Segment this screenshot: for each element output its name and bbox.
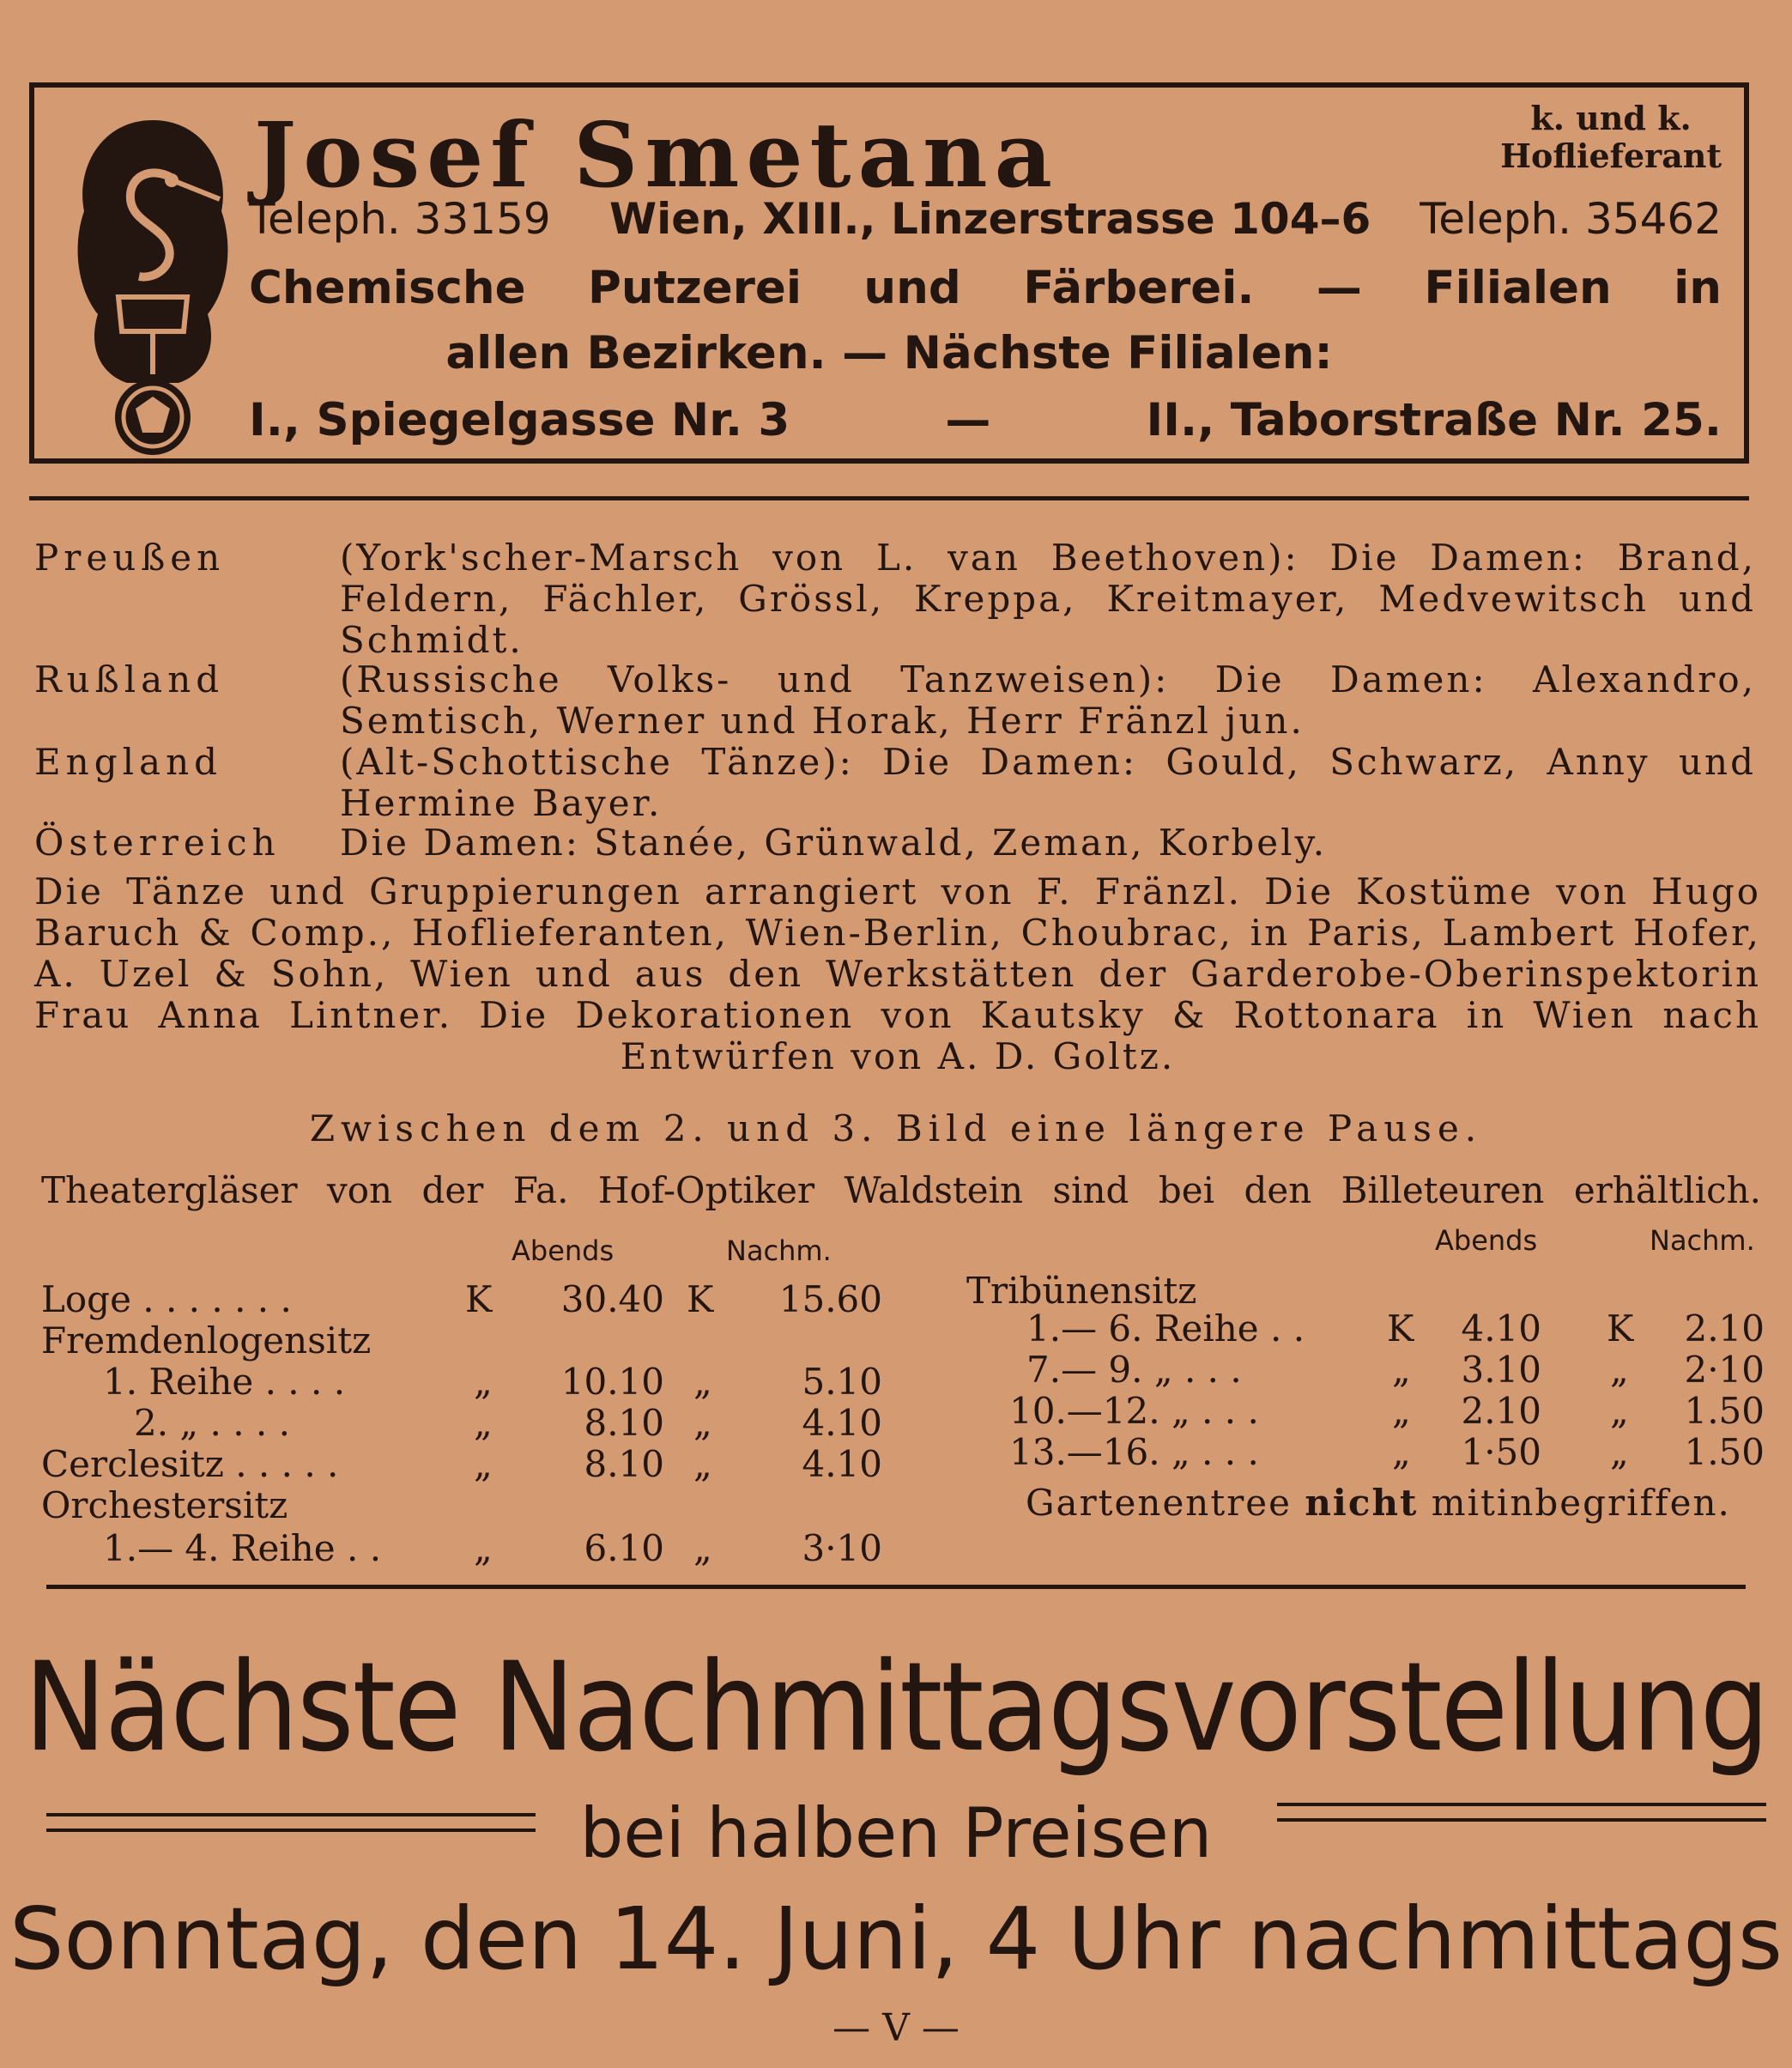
currency-mark: „	[1610, 1390, 1629, 1432]
divider-bottom	[46, 1585, 1746, 1589]
seat-label: 1.— 6. Reihe . .	[1026, 1307, 1305, 1349]
currency-mark: „	[693, 1361, 712, 1403]
intermission-note: Zwischen dem 2. und 3. Bild eine längere Pause.	[309, 1107, 1483, 1149]
ad-branch-addresses	[249, 388, 1722, 453]
cast-description: (Alt-Schottische Tänze): Die Damen: Gould, Schwarz, Anny und Hermine Bayer.	[340, 741, 1756, 824]
seat-label: Orchestersitz	[41, 1484, 288, 1526]
note-text: Gartenentree	[1026, 1482, 1293, 1524]
seat-label: 7.— 9. „ . . .	[1026, 1349, 1242, 1391]
currency-mark: „	[474, 1443, 493, 1485]
currency-mark: „	[1392, 1349, 1411, 1391]
price-afternoon: 5.10	[802, 1361, 882, 1403]
cast-description: Die Damen: Stanée, Grünwald, Zeman, Korbely.	[340, 822, 1328, 864]
price-evening: 4.10	[1461, 1307, 1541, 1349]
phone-left: Teleph. 33159	[249, 194, 551, 244]
company-address: Wien, XIII., Linzerstrasse 104–6	[609, 194, 1371, 244]
price-evening: 8.10	[584, 1443, 664, 1485]
price-afternoon: 2.10	[1684, 1307, 1765, 1349]
ad-services-line: Chemische Putzerei und Färberei. — Filialen in	[249, 262, 1722, 314]
note-emphasis: nicht	[1305, 1482, 1419, 1524]
currency-mark: „	[1392, 1431, 1411, 1473]
price-evening: 1·50	[1461, 1431, 1541, 1473]
divider-top	[29, 496, 1749, 500]
left-header-afternoon: Nachm.	[726, 1234, 832, 1267]
price-evening: 2.10	[1461, 1390, 1541, 1432]
company-name: Josef Smetana	[254, 102, 1059, 208]
note-text: mitinbegriffen.	[1431, 1482, 1731, 1524]
currency-mark: K	[1607, 1307, 1634, 1349]
price-evening: 6.10	[584, 1527, 664, 1569]
next-show-subtitle: bei halben Preisen	[579, 1793, 1213, 1873]
next-show-date: Sonntag, den 14. Juni, 4 Uhr nachmittags	[9, 1889, 1783, 1989]
seat-label: 10.—12. „ . . .	[1009, 1390, 1259, 1432]
smetana-advertisement	[29, 82, 1749, 464]
price-evening: 30.40	[560, 1278, 664, 1320]
tribune-title: Tribünensitz	[966, 1270, 1197, 1312]
theater-glasses-note: Theatergläser von der Fa. Hof-Optiker Waldstein sind bei den Billeteuren erhältlich.	[41, 1169, 1761, 1211]
branch-2: II., Taborstraße Nr. 25.	[1146, 394, 1722, 446]
credits-paragraph: Die Tänze und Gruppierungen arrangiert von F. Fränzl. Die Kostüme von Hugo Baruch & Comp., Hoflieferanten, Wien-Berlin, Choubrac, in Paris, Lambert Hofer, A. Uzel & Sohn, Wien und aus den Werkstätten der Garderobe-Oberinspektorin Frau Anna Lintner. Die Dekorationen von Kautsky & Rottonara in Wien nach Entwürfen von A. D. Goltz.	[34, 870, 1761, 1077]
price-afternoon: 15.60	[778, 1278, 882, 1320]
ad-branches-line: allen Bezirken. — Nächste Filialen:	[445, 327, 1333, 379]
price-afternoon: 4.10	[802, 1402, 882, 1444]
seat-label: Fremdenlogensitz	[41, 1319, 372, 1361]
cast-description: (Russische Volks- und Tanzweisen): Die Damen: Alexandro, Semtisch, Werner und Horak, Herr Fränzl jun.	[340, 658, 1756, 742]
currency-mark: „	[474, 1402, 493, 1444]
country-label: Österreich	[34, 822, 281, 864]
stork-crest-icon	[67, 117, 239, 460]
currency-mark: „	[1610, 1431, 1629, 1473]
currency-mark: K	[465, 1278, 493, 1320]
seat-label: Cerclesitz . . . . .	[41, 1443, 339, 1485]
cast-description: (York'scher-Marsch von L. van Beethoven): Die Damen: Brand, Feldern, Fächler, Grössl, Kreppa, Kreitmayer, Medvewitsch und Schmidt.	[340, 537, 1756, 661]
currency-mark: „	[474, 1527, 493, 1569]
price-evening: 10.10	[560, 1361, 664, 1403]
seat-label: 1.— 4. Reihe . .	[103, 1527, 382, 1569]
price-afternoon: 3·10	[802, 1527, 882, 1569]
currency-mark: „	[693, 1443, 712, 1485]
garden-entry-note	[1026, 1482, 1731, 1525]
phone-right: Teleph. 35462	[1420, 194, 1722, 244]
currency-mark: „	[693, 1402, 712, 1444]
price-evening: 3.10	[1461, 1349, 1541, 1391]
seat-label: 1. Reihe . . . .	[103, 1361, 346, 1403]
country-label: Preußen	[34, 537, 226, 579]
warrant-line-1: k. und k.	[1530, 99, 1692, 137]
warrant-text	[1500, 100, 1722, 175]
price-afternoon: 1.50	[1684, 1431, 1765, 1473]
page-number: — V —	[832, 2006, 960, 2050]
warrant-line-2: Hoflieferant	[1500, 136, 1722, 175]
price-afternoon: 2·10	[1684, 1349, 1765, 1391]
price-evening: 8.10	[584, 1402, 664, 1444]
currency-mark: K	[1387, 1307, 1414, 1349]
country-label: Rußland	[34, 658, 225, 700]
currency-mark: K	[687, 1278, 714, 1320]
right-header-evening: Abends	[1435, 1224, 1538, 1257]
seat-label: 13.—16. „ . . .	[1009, 1431, 1259, 1473]
currency-mark: „	[1392, 1390, 1411, 1432]
right-header-afternoon: Nachm.	[1650, 1224, 1755, 1257]
seat-label: 2. „ . . . .	[134, 1402, 290, 1444]
branch-1: I., Spiegelgasse Nr. 3	[249, 394, 790, 446]
seat-label: Loge . . . . . . .	[41, 1278, 292, 1320]
currency-mark: „	[1610, 1349, 1629, 1391]
price-afternoon: 1.50	[1684, 1390, 1765, 1432]
country-label: England	[34, 741, 223, 783]
currency-mark: „	[474, 1361, 493, 1403]
next-show-title: Nächste Nachmittagsvorstellung	[24, 1636, 1768, 1780]
branch-separator: —	[945, 394, 991, 446]
left-header-evening: Abends	[512, 1234, 614, 1267]
price-afternoon: 4.10	[802, 1443, 882, 1485]
currency-mark: „	[693, 1527, 712, 1569]
